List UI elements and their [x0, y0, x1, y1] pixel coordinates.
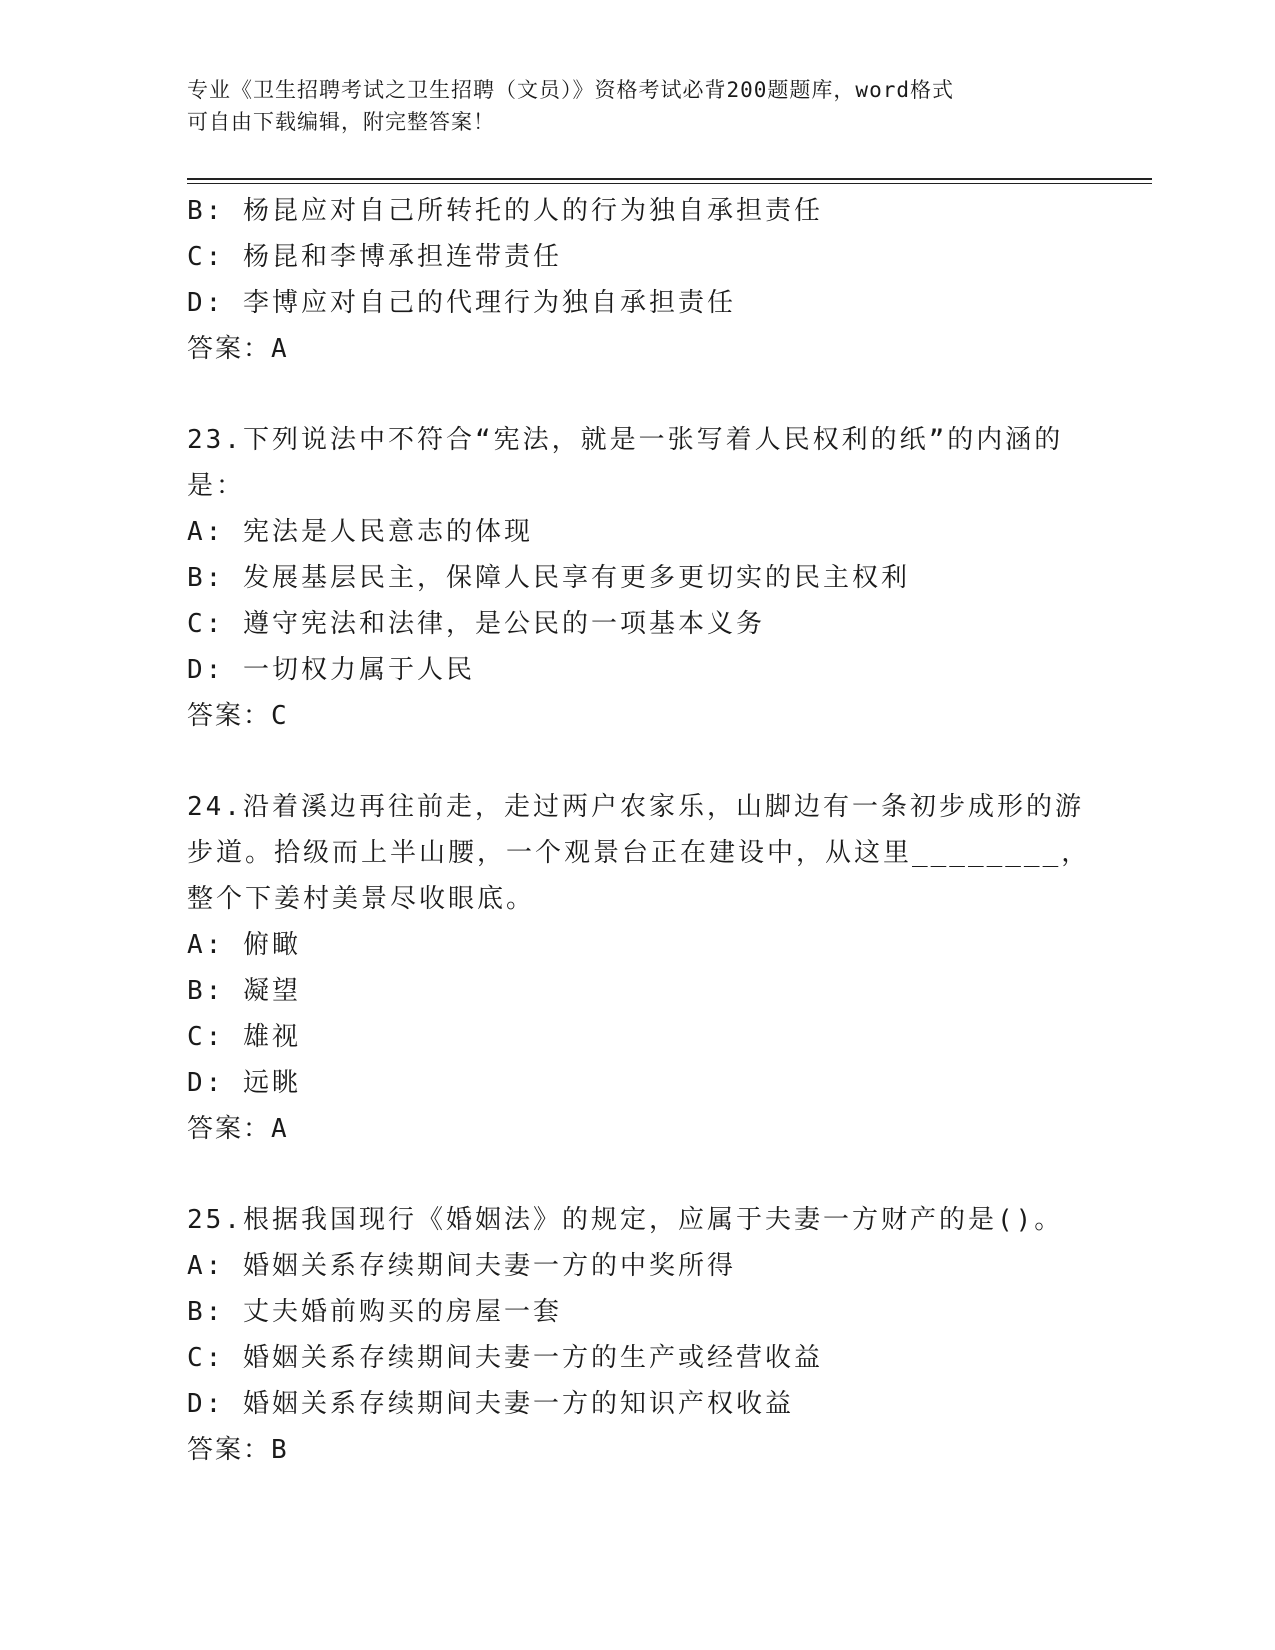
answer-value: B — [271, 1435, 289, 1465]
header-divider-thick — [187, 178, 1152, 180]
option-d: D: 婚姻关系存续期间夫妻一方的知识产权收益 — [187, 1389, 794, 1419]
question-25 — [187, 1197, 1087, 1473]
option-b: B: 发展基层民主，保障人民享有更多更切实的民主权利 — [187, 563, 910, 593]
question-text: 24.沿着溪边再往前走，走过两户农家乐，山脚边有一条初步成形的游 — [187, 792, 1084, 822]
option-c: C: 杨昆和李博承担连带责任 — [187, 242, 562, 272]
document-header — [187, 74, 1087, 138]
option-c: C: 雄视 — [187, 1022, 301, 1052]
question-22-continued — [187, 188, 1087, 372]
answer-value: A — [271, 1114, 289, 1144]
option-d: D: 远眺 — [187, 1068, 301, 1098]
option-b: B: 凝望 — [187, 976, 301, 1006]
option-c: C: 遵守宪法和法律，是公民的一项基本义务 — [187, 609, 765, 639]
answer-label: 答案： — [187, 1114, 272, 1144]
question-text: 23.下列说法中不符合“宪法，就是一张写着人民权利的纸”的内涵的 — [187, 425, 1064, 455]
question-24 — [187, 784, 1091, 1152]
option-b: B: 丈夫婚前购买的房屋一套 — [187, 1297, 562, 1327]
question-text: 25.根据我国现行《婚姻法》的规定，应属于夫妻一方财产的是()。 — [187, 1205, 1064, 1235]
option-b: B: 杨昆应对自己所转托的人的行为独自承担责任 — [187, 196, 823, 226]
question-text: 是： — [187, 471, 246, 501]
header-divider-thin — [187, 183, 1152, 184]
question-text: 整个下姜村美景尽收眼底。 — [187, 884, 536, 914]
question-text: 步道。拾级而上半山腰，一个观景台正在建设中，从这里________， — [187, 838, 1091, 868]
option-c: C: 婚姻关系存续期间夫妻一方的生产或经营收益 — [187, 1343, 823, 1373]
answer-label: 答案： — [187, 701, 272, 731]
document-body — [187, 188, 1091, 1473]
header-line-1: 专业《卫生招聘考试之卫生招聘（文员）》资格考试必背200题题库，word格式 — [187, 78, 954, 102]
option-a: A: 宪法是人民意志的体现 — [187, 517, 533, 547]
question-23 — [187, 417, 1087, 739]
answer-line — [187, 1106, 1087, 1152]
answer-line — [187, 693, 1087, 739]
header-line-2: 可自由下载编辑，附完整答案！ — [187, 110, 495, 134]
answer-label: 答案： — [187, 1435, 272, 1465]
answer-label: 答案： — [187, 334, 272, 364]
answer-value: A — [271, 334, 289, 364]
option-a: A: 俯瞰 — [187, 930, 301, 960]
answer-value: C — [271, 701, 289, 731]
option-d: D: 一切权力属于人民 — [187, 655, 475, 685]
option-a: A: 婚姻关系存续期间夫妻一方的中奖所得 — [187, 1251, 736, 1281]
option-d: D: 李博应对自己的代理行为独自承担责任 — [187, 288, 736, 318]
answer-line — [187, 1427, 1087, 1473]
answer-line — [187, 326, 1087, 372]
